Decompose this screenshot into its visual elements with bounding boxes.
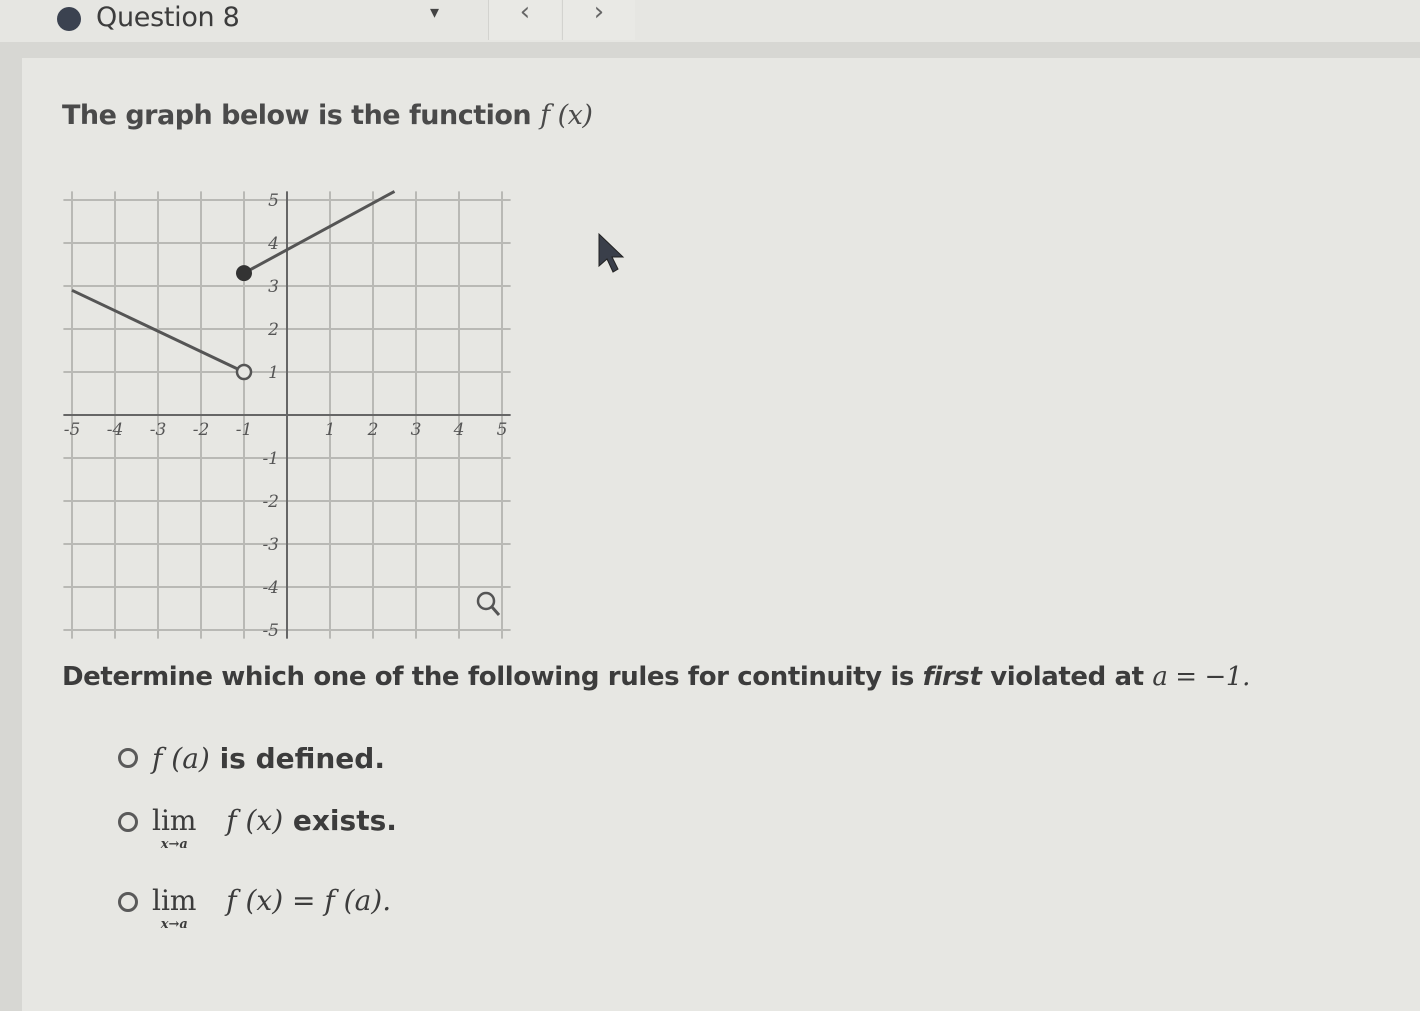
option-1-label: is defined. bbox=[219, 742, 385, 775]
y-tick-label: 1 bbox=[268, 363, 279, 383]
x-tick-label: -3 bbox=[149, 420, 167, 440]
option-3-limit bbox=[152, 886, 196, 934]
option-3-math: f (x) = f (a). bbox=[226, 884, 392, 917]
question-header bbox=[0, 0, 1420, 42]
y-tick-label: 2 bbox=[268, 320, 279, 340]
question-prompt bbox=[62, 100, 592, 131]
continuity-question bbox=[62, 662, 1250, 692]
question-emphasis: first bbox=[922, 662, 982, 692]
x-tick-label: 1 bbox=[324, 420, 336, 440]
x-tick-label: 4 bbox=[453, 420, 465, 440]
magnify-icon[interactable] bbox=[478, 593, 499, 615]
y-tick-label: -4 bbox=[262, 578, 279, 598]
radio-button-3[interactable] bbox=[118, 892, 138, 912]
x-tick-label: -5 bbox=[63, 420, 81, 440]
option-2-lim: lim bbox=[152, 804, 197, 837]
y-tick-label: -1 bbox=[262, 449, 279, 469]
question-status-dot bbox=[57, 7, 81, 31]
function-segment bbox=[244, 191, 395, 273]
option-3-lim: lim bbox=[152, 884, 197, 917]
option-3-lim-sub: x→a bbox=[160, 917, 188, 932]
function-graph bbox=[62, 170, 522, 641]
option-2-limit bbox=[152, 806, 196, 854]
answer-option-2[interactable] bbox=[118, 806, 397, 866]
x-tick-label: -4 bbox=[106, 420, 124, 440]
x-tick-label: 5 bbox=[496, 420, 508, 440]
question-title: Question 8 bbox=[96, 2, 240, 33]
y-tick-label: 4 bbox=[268, 234, 279, 254]
graph-axes bbox=[63, 191, 510, 638]
open-point bbox=[237, 365, 251, 379]
x-tick-label: -2 bbox=[192, 420, 210, 440]
prompt-function: f (x) bbox=[540, 100, 593, 131]
option-2-math: f (x) bbox=[226, 804, 284, 837]
radio-button-1[interactable] bbox=[118, 748, 138, 768]
answer-option-1[interactable] bbox=[118, 742, 385, 802]
x-tick-label: -1 bbox=[235, 420, 253, 440]
closed-point bbox=[236, 265, 252, 281]
y-tick-label: -2 bbox=[262, 492, 279, 512]
option-1-math: f (a) bbox=[152, 742, 210, 775]
question-math: a = −1. bbox=[1152, 662, 1250, 692]
y-tick-label: 3 bbox=[268, 277, 279, 297]
radio-button-2[interactable] bbox=[118, 812, 138, 832]
next-question-button[interactable]: › bbox=[562, 0, 635, 40]
question-text-after: violated at bbox=[990, 662, 1144, 692]
question-dropdown-caret[interactable]: ▾ bbox=[430, 2, 440, 23]
option-2-label: exists. bbox=[292, 804, 397, 837]
x-tick-label: 2 bbox=[367, 420, 379, 440]
question-text-before: Determine which one of the following rules for continuity is bbox=[62, 662, 914, 692]
y-tick-label: 5 bbox=[268, 191, 279, 211]
y-tick-label: -3 bbox=[262, 535, 279, 555]
answer-option-3[interactable] bbox=[118, 886, 391, 946]
prompt-text: The graph below is the function bbox=[62, 100, 532, 131]
x-tick-label: 3 bbox=[410, 420, 422, 440]
mouse-cursor-icon bbox=[597, 232, 627, 282]
y-tick-label: -5 bbox=[262, 621, 279, 641]
previous-question-button[interactable]: ‹ bbox=[488, 0, 561, 40]
option-2-lim-sub: x→a bbox=[160, 837, 188, 852]
